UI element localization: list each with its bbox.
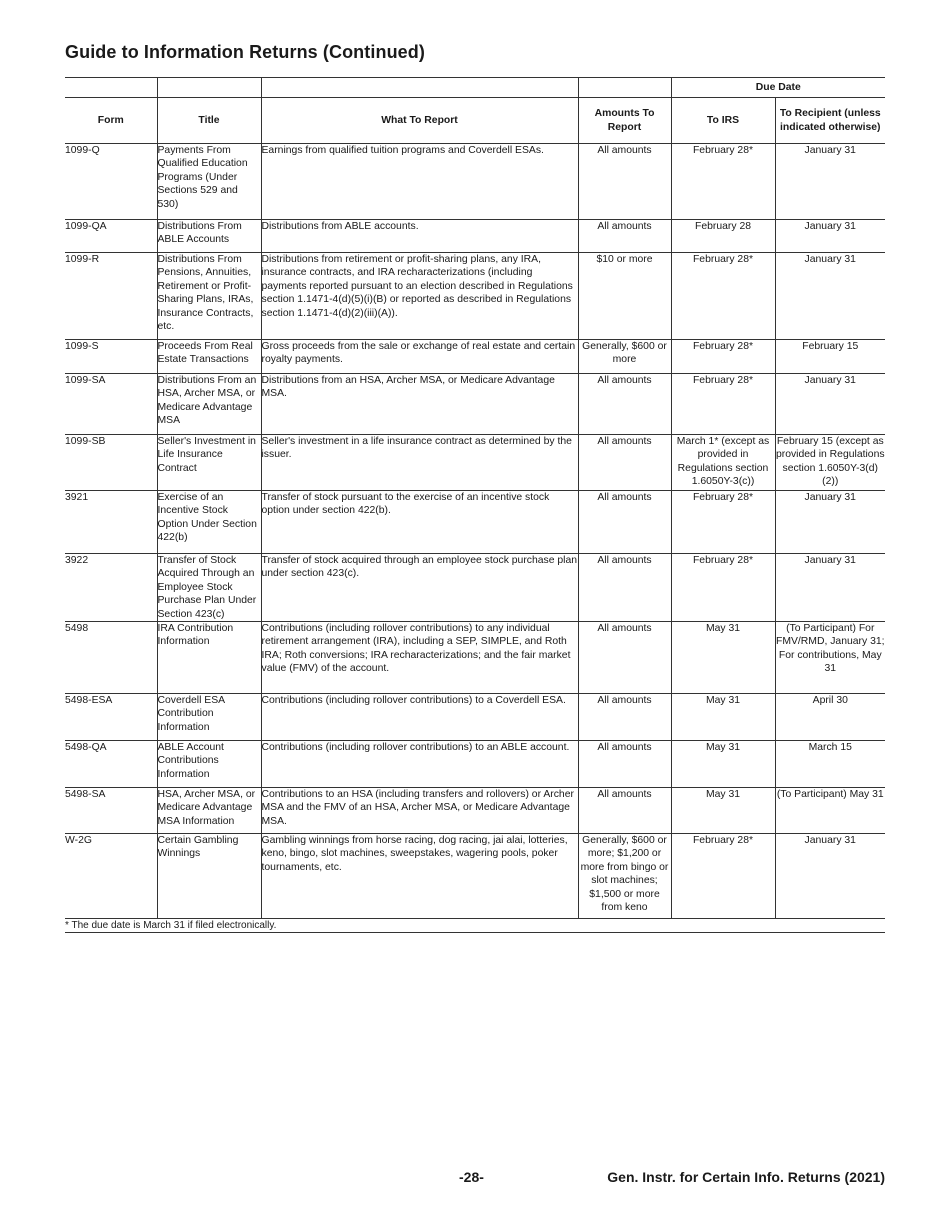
table-row <box>65 554 885 622</box>
to-recipient-cell: January 31 <box>775 554 885 622</box>
what-to-report-cell: Earnings from qualified tuition programs and Coverdell ESAs. <box>261 144 578 220</box>
title-cell: Transfer of Stock Acquired Through an Employee Stock Purchase Plan Under Section 423(c) <box>157 554 261 622</box>
title-cell: Coverdell ESA Contribution Information <box>157 694 261 741</box>
amounts-cell: All amounts <box>578 554 671 622</box>
what-to-report-cell: Contributions to an HSA (including transfers and rollovers) or Archer MSA and the FMV of an HSA, Archer MSA, or Medicare Advantage MSA. <box>261 788 578 834</box>
to-recipient-cell: January 31 <box>775 491 885 554</box>
amounts-cell: All amounts <box>578 788 671 834</box>
to-recipient-cell: February 15 (except as provided in Regulations section 1.6050Y-3(d)(2)) <box>775 435 885 491</box>
to-recipient-cell: January 31 <box>775 144 885 220</box>
to-irs-cell: May 31 <box>671 622 775 694</box>
title-cell: Payments From Qualified Education Programs (Under Sections 529 and 530) <box>157 144 261 220</box>
to-recipient-header: To Recipient (unless indicated otherwise) <box>775 98 885 144</box>
to-recipient-cell: January 31 <box>775 374 885 435</box>
table-row <box>65 834 885 919</box>
title-cell: Seller's Investment in Life Insurance Contract <box>157 435 261 491</box>
information-returns-table <box>65 77 885 933</box>
title-cell: Proceeds From Real Estate Transactions <box>157 340 261 374</box>
to-recipient-cell: January 31 <box>775 253 885 340</box>
to-irs-cell: February 28* <box>671 374 775 435</box>
to-irs-cell: February 28* <box>671 491 775 554</box>
form-cell: W-2G <box>65 834 157 919</box>
what-to-report-cell: Transfer of stock acquired through an employee stock purchase plan under section 423(c). <box>261 554 578 622</box>
what-to-report-cell: Contributions (including rollover contributions) to a Coverdell ESA. <box>261 694 578 741</box>
to-irs-cell: February 28* <box>671 253 775 340</box>
amounts-cell: All amounts <box>578 435 671 491</box>
what-to-report-cell: Seller's investment in a life insurance contract as determined by the issuer. <box>261 435 578 491</box>
to-irs-cell: May 31 <box>671 788 775 834</box>
title-cell: Distributions From Pensions, Annuities, Retirement or Profit-Sharing Plans, IRAs, Insurance Contracts, etc. <box>157 253 261 340</box>
form-cell: 1099-QA <box>65 220 157 253</box>
amounts-cell: All amounts <box>578 741 671 788</box>
form-cell: 5498-ESA <box>65 694 157 741</box>
what-to-report-cell: Distributions from ABLE accounts. <box>261 220 578 253</box>
header-row-due-date <box>65 78 885 98</box>
amounts-cell: All amounts <box>578 622 671 694</box>
what-to-report-cell: Transfer of stock pursuant to the exercise of an incentive stock option under section 422(b). <box>261 491 578 554</box>
title-cell: Exercise of an Incentive Stock Option Under Section 422(b) <box>157 491 261 554</box>
to-recipient-cell: January 31 <box>775 834 885 919</box>
to-irs-cell: February 28* <box>671 340 775 374</box>
form-cell: 1099-SB <box>65 435 157 491</box>
to-recipient-cell: February 15 <box>775 340 885 374</box>
page-number: -28- <box>459 1169 484 1185</box>
to-irs-cell: February 28* <box>671 554 775 622</box>
form-cell: 5498-SA <box>65 788 157 834</box>
to-recipient-cell: April 30 <box>775 694 885 741</box>
table-row <box>65 622 885 694</box>
to-recipient-cell: (To Participant) May 31 <box>775 788 885 834</box>
form-cell: 5498-QA <box>65 741 157 788</box>
title-cell: HSA, Archer MSA, or Medicare Advantage MSA Information <box>157 788 261 834</box>
table-row <box>65 374 885 435</box>
title-cell: ABLE Account Contributions Information <box>157 741 261 788</box>
what-to-report-cell: Contributions (including rollover contributions) to any individual retirement arrangement (IRA), including a SEP, SIMPLE, and Roth IRA; Roth conversions; IRA recharacterizations; and the fair market value (FMV) of the account. <box>261 622 578 694</box>
what-to-report-cell: Distributions from retirement or profit-sharing plans, any IRA, insurance contracts, and IRA recharacterizations (including payments reported pursuant to an election described in Regulations section 1.1471-4(d)(5)(i)(B) or reported as described in Regulations section 1.1471-4(d)(2)(iii)(A)). <box>261 253 578 340</box>
table-row <box>65 788 885 834</box>
to-irs-header: To IRS <box>671 98 775 144</box>
table-row <box>65 220 885 253</box>
running-title: Gen. Instr. for Certain Info. Returns (2021) <box>607 1169 885 1185</box>
form-header: Form <box>65 98 157 144</box>
title-header: Title <box>157 98 261 144</box>
to-recipient-cell: January 31 <box>775 220 885 253</box>
to-irs-cell: May 31 <box>671 741 775 788</box>
footnote: * The due date is March 31 if filed electronically. <box>65 919 885 933</box>
table-row <box>65 694 885 741</box>
table-row <box>65 491 885 554</box>
form-cell: 5498 <box>65 622 157 694</box>
form-cell: 1099-R <box>65 253 157 340</box>
title-cell: IRA Contribution Information <box>157 622 261 694</box>
amounts-cell: $10 or more <box>578 253 671 340</box>
header-row <box>65 98 885 144</box>
form-cell: 1099-Q <box>65 144 157 220</box>
what-to-report-cell: Gross proceeds from the sale or exchange of real estate and certain royalty payments. <box>261 340 578 374</box>
amounts-cell: All amounts <box>578 491 671 554</box>
form-cell: 1099-S <box>65 340 157 374</box>
title-cell: Certain Gambling Winnings <box>157 834 261 919</box>
table-row <box>65 253 885 340</box>
amounts-cell: All amounts <box>578 144 671 220</box>
form-cell: 3921 <box>65 491 157 554</box>
to-irs-cell: May 31 <box>671 694 775 741</box>
title-cell: Distributions From an HSA, Archer MSA, or Medicare Advantage MSA <box>157 374 261 435</box>
amounts-cell: All amounts <box>578 220 671 253</box>
amounts-cell: All amounts <box>578 374 671 435</box>
table-row <box>65 435 885 491</box>
to-recipient-cell: March 15 <box>775 741 885 788</box>
title-cell: Distributions From ABLE Accounts <box>157 220 261 253</box>
table-body <box>65 144 885 919</box>
to-recipient-cell: (To Participant) For FMV/RMD, January 31; For contributions, May 31 <box>775 622 885 694</box>
page-title: Guide to Information Returns (Continued) <box>65 42 425 62</box>
amounts-to-report-header: Amounts To Report <box>578 98 671 144</box>
to-irs-cell: February 28* <box>671 144 775 220</box>
form-cell: 1099-SA <box>65 374 157 435</box>
to-irs-cell: March 1* (except as provided in Regulations section 1.6050Y-3(c)) <box>671 435 775 491</box>
to-irs-cell: February 28* <box>671 834 775 919</box>
table-row <box>65 144 885 220</box>
what-to-report-cell: Contributions (including rollover contributions) to an ABLE account. <box>261 741 578 788</box>
table-row <box>65 340 885 374</box>
what-to-report-cell: Gambling winnings from horse racing, dog racing, jai alai, lotteries, keno, bingo, slot machines, sweepstakes, wagering pools, poker tournaments, etc. <box>261 834 578 919</box>
what-to-report-cell: Distributions from an HSA, Archer MSA, or Medicare Advantage MSA. <box>261 374 578 435</box>
table-row <box>65 741 885 788</box>
what-to-report-header: What To Report <box>261 98 578 144</box>
to-irs-cell: February 28 <box>671 220 775 253</box>
due-date-header: Due Date <box>671 78 885 98</box>
footnote-row <box>65 919 885 933</box>
amounts-cell: Generally, $600 or more <box>578 340 671 374</box>
form-cell: 3922 <box>65 554 157 622</box>
amounts-cell: All amounts <box>578 694 671 741</box>
amounts-cell: Generally, $600 or more; $1,200 or more from bingo or slot machines; $1,500 or more from keno <box>578 834 671 919</box>
